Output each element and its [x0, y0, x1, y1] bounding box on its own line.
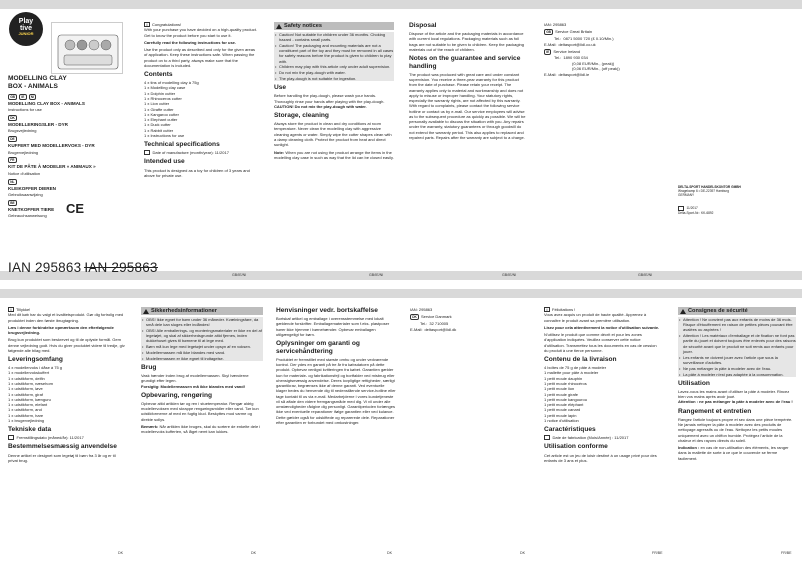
- dk-column-4: IAN: 295863 DK Service Danmark Tel.: 32 710005 E-Mail: deltasport@lidl.dk: [410, 307, 457, 332]
- fr-column-2: Consignes de sécurité • Attention ! Ne convient pas aux enfants de moins de 36 mois. Risque d'étouffement en raison de petites pièces pouvant être avalées ou aspirées ! • Attention ! Les matériaux d'emballage et de fixation ne font pas partie du jouet et doivent toujours être enlevés pour des raisons de sécurité avant que le produit ne soit remis aux enfants pour jouer. • Les enfants ne doivent jouer avec l'article que sous la surveillance d'adultes. • Ne pas mélanger la pâte à modeler avec de l'eau. • La pâte à modeler n'est pas adaptée à la consommation. Utilisation Lavez-vous les mains avant d'utiliser la pâte à modeler. Rincez bien vos mains après avoir joué. Attention : ne pas mélanger la pâte à modeler avec de l'eau ! Rangement et entretien Rangez l'article toujours propre et sec dans une pièce tempérée. Ne jamais nettoyer la pâte à modeler avec des produits de nettoyage agressifs ou de l'eau. Nettoyez les petits moules uniquement avec un chiffon humide. Protégez l'article de la chaleur et des rayons directs du soleil. Indication : en cas de non-utilisation des éléments, les ranger dans la mallette de sorte à ce que le couvercle se ferme facilement.: [678, 307, 796, 557]
- contents-heading: Contents: [144, 71, 173, 79]
- page-footer: GB/IE/NI: [638, 273, 653, 277]
- lang-badge: DK: [8, 115, 17, 121]
- cover-title: MODELLING CLAY BOX - ANIMALS: [8, 75, 67, 90]
- page-footer: GB/IE/NI: [502, 273, 517, 277]
- page-footer: DK: [118, 551, 123, 555]
- logo-text-2: tive: [19, 25, 33, 32]
- cover-panel: [7, 12, 125, 270]
- cover-lang-title: KUFFERT MED MODELLERVOKS - DYR: [8, 143, 95, 149]
- lang-badge: BE: [8, 200, 17, 206]
- gb-column-2: Safety notices • Caution! Not suitable for children under 36 months. Choking hazard - contains small parts. • Caution! The packaging and mounting materials are not a constituent part of the toy and they must be removed in all cases for safety reasons before the product is given to children to play with. • Children may play with this article only under adult supervision. • Do not mix the play-dough with water. • The play-dough is not suitable for ingestion. Use Before handling the play-dough, please wash your hands. Thoroughly rinse your hands after playing with the play-dough. CAUTION! Do not mix the play-dough with water. Storage, cleaning Always store the product in clean and dry conditions at room temperature. Never clean the modelling clay with aggressive cleaning agents or water. Simply wipe the cutter shapes clean with a damp cleaning cloth. Protect the product from heat and direct sunlight. Note: When you are not using the product arrange the items in the modelling clay case in such as way that the lid can be closed easily.: [274, 22, 394, 272]
- intended-heading: Intended use: [144, 158, 185, 166]
- gb-column-3: Disposal Dispose of the article and the packaging materials in accordance with current local regulations. Packaging materials such as foil bags are not suitable to be given to children. Keep the packaging materials out of the reach of children. Notes on the guarantee and service handling The product was produced with great care and under constant supervision. You receive a three-year warranty for this product from the date of purchase. Please retain your receipt. The warranty applies only to material and workmanship and does not apply to misuse or improper handling. Your statutory rights, especially the warranty rights, are not affected by this warranty. With regard to complaints, please contact the following service hotline or contact us by e-mail. Our service employees will advise as to the subsequent procedure as quickly as possible. We will be personally available to discuss the situation with you. Any repairs under the warranty, statutory guarantees or through goodwill do not extend the warranty period. This also applies to replaced and repaired parts. Repairs after the warranty are subject to a charge.: [409, 22, 526, 140]
- cover-lang-subtitle: Gebruiksaanwijzing: [8, 192, 43, 198]
- calendar-icon: [678, 206, 684, 211]
- ian-banner: [8, 259, 158, 277]
- congrats-row: i Congratulations!: [144, 22, 259, 27]
- lang-badge: IE: [544, 49, 551, 55]
- page-footer: GB/IE/NI: [369, 273, 384, 277]
- cover-lang-subtitle: Brugervejledning: [8, 149, 39, 155]
- lang-badge: DE: [8, 136, 17, 142]
- info-icon: i: [144, 22, 150, 27]
- lang-badge: NL: [8, 179, 17, 185]
- page-footer: DK: [387, 551, 392, 555]
- lang-badge: IE: [19, 94, 26, 100]
- page-footer: DK: [251, 551, 256, 555]
- cover-lang-title: KLEIKOFFER DIEREN: [8, 185, 56, 191]
- dk-column-1: i Tillykke! Med dit køb har du valgt et kvalitetsprodukt. Gør dig fortrolig med produktet inden den første ibrugtagning. Læs i denne forbindelse opmærksom den efterfølgende brugsvejledning. Brug kun produktet som beskrevet og til de oplyste formål. Gem denne vejledning godt. Hvis du giver produktet videre til tredje, giv følgende alle bilag med. Leveringsomfang 4 x modellervoks i dåse á 75 g 1 x modellervokskuffert 1 x udstikform, delfin 1 x udstikform, næsehorn 1 x udstikform, løve 1 x udstikform, giraf 1 x udstikform, kænguru 1 x udstikform, elefant 1 x udstikform, and 1 x udstikform, hare 1 x brugervejledning Tekniske data Fremstillingsdato (måned/år): 11/2017 Bestemmelsesmæssig anvendelse Denne artikel er designet som legetøj til børn fra 3 år og er til privat brug.: [8, 307, 125, 463]
- cover-lang-subtitle: Notice d'utilisation: [8, 170, 41, 176]
- cover-lang-title: KNETKOFFER TIERE: [8, 206, 55, 212]
- ian-label-2: IAN 295863: [84, 260, 158, 275]
- page-footer: DK: [520, 551, 525, 555]
- safety-box: • Caution! Not suitable for children under 36 months. Choking hazard - contains small parts. • Caution! The packaging and mounting materials are not a constituent part of the toy and they must be removed in all cases for safety reasons before the product is given to children to play with. • Children may play with this article only under adult supervision. • Do not mix the play-dough with water. • The play-dough is not suitable for ingestion.: [274, 32, 394, 81]
- fr-column-1: i Félicitations ! Vous avez acquis un produit de haute qualité. Apprenez à connaître le produit avant sa première utilisation. Lisez pour cela attentivement la notice d'utilisation suivante. N'utilisez le produit que comme décrit et pour les zones d'application indiquées. Veuillez conserver cette notice d'utilisation. Transmettez tous les documents en cas de cession du produit à une tierce personne. Contenu de la livraison 4 boîtes de 75 g de pâte à modeler 1 mallette pour pâte à modeler 1 petit moule dauphin 1 petit moule rhinocéros 1 petit moule lion 1 petit moule girafe 1 petit moule kangourou 1 petit moule éléphant 1 petit moule canard 1 petit moule lapin 1 notice d'utilisation Caractéristiques Date de fabrication (Mois/Année) : 11/2017 Utilisation conforme Cet article est un jeu de loisir destiné à un usage privé pour des enfants de 3 ans et plus.: [544, 307, 660, 463]
- tech-heading: Technical specifications: [144, 141, 220, 149]
- calendar-icon: [8, 435, 14, 440]
- ce-mark: CE: [65, 200, 84, 216]
- safety-title-bar: Safety notices: [274, 22, 394, 30]
- cover-lang-subtitle: Instructions for use: [8, 107, 42, 112]
- lang-badge: GB: [544, 29, 553, 35]
- lang-badge: DK: [410, 314, 419, 320]
- dk-column-2: Sikkerhedsinformationer • OBS! Ikke egnet for børn under 36 måneder. Kvælningsfare, da små dele kan sluges eller indåndes! • OBS! Alle emballerings- og monteringsmaterialer er ikke en del af legetøjet, og skal af sikkerhedsgrunde altid fjernes, inden dukkehuset gives til børnene til at lege med. • Børn må kun lege med legetøjet under opsyn af en voksen. • Modellermassen må ikke blandes med vand. • Modellermassen er ikke egnet til indtagelse. Brug Vask hænder inden brug af modellermassen. Skyl hænderne grundigt efter legen. Forsigtig: Modellermassen må ikke blandes med vand! Opbevaring, rengøring Opbevar altid artiklen tør og ren i stuetemperatur. Rengør aldrig modellervoksen med skrappe rengøringsmidler eller vand. Tør kun udstikformerne af med en fugtig klud. Beskyttes mod varme og direkte sollys. Bemærk: Når artiklen ikke bruges, skal du sortere de enkelte dele i modellervoks kufferten, så låget nemt kan lukkes.: [141, 307, 263, 557]
- page-footer: FR/BE: [652, 551, 663, 555]
- info-icon: i: [8, 307, 14, 312]
- cover-lang-title: MODELLING CLAY BOX - ANIMALS: [8, 100, 85, 106]
- logo-text-1: Play: [18, 18, 34, 25]
- calendar-icon: [144, 150, 150, 155]
- lang-badge: GB: [8, 94, 17, 100]
- warning-icon: [680, 309, 686, 314]
- cover-lang-subtitle: Brugsvejledning: [8, 128, 37, 134]
- middle-strip-bottom: [0, 289, 802, 298]
- page-footer: FR/BE: [781, 551, 792, 555]
- cover-lang-subtitle: Gebrauchsanweisung: [8, 213, 47, 219]
- cover-lang-title: KIT DE PÂTE À MODELER « ANIMAUX »: [8, 164, 96, 170]
- lang-badge: NI: [29, 94, 37, 100]
- lang-badge: FR: [8, 157, 17, 163]
- clay-box-illustration: [52, 23, 124, 75]
- cover-lang-title: MODELLERINGSLER - DYR: [8, 121, 68, 127]
- dk-column-3: Henvisninger vedr. bortskaffelse Bortskaf artikel og emballage i overensstemmelse med lokalt gældende forskrifter. Emballagematerialer som f.eks. plastposer hører ikke hjemme i børnehænder. Opbevar emballagen utilgængeligt for børn. Oplysninger om garanti og servicehåndtering Produktet er fremstillet med største omhu og under vedvarende kontrol. Der ydes en garanti på tre år fra købsdatoen på dette produkt. Opbevar venligst kvitteringen fra købet. Garantien gælder kun for materiale- og fabrikationsfejl og bortfalder ved misbrug eller uhensigtsmæssig anvendelse. Deres lovpligtige rettigheder, særligt garantikrav, begrænses ikke af denne garanti. Ved eventuelle klager bedes du henvende dig til nedenstående service-hotline eller tage kontakt til os via e-mail. Medarbejderne i vores kundetjeneste vil så aftale den videre fremgangsmåde med dig. Vi vil under alle omstændigheder rådgive dig personligt. Garantiperioden forlænges ikke ved eventuelle reparationer ifølge garantien eller ved kulance. Dette gælder også for udskiftede og reparerede dele. Reparationer efter garantien er forbundet med omkostninger.: [276, 307, 396, 425]
- cover-lang-row: [8, 94, 124, 100]
- warning-icon: [143, 309, 149, 314]
- logo-text-3: JUNIOR: [18, 31, 34, 36]
- calendar-icon: [544, 435, 550, 440]
- top-strip: [0, 0, 802, 9]
- ian-label: IAN 295863: [8, 260, 82, 275]
- page-footer: GB/IE/NI: [232, 273, 247, 277]
- gb-column-1: i Congratulations! With your purchase you have decided on a high-quality product. Get to know the product before you start to use it. Carefully read the following instructions for use. Use the product only as described and only for the given areas of application. Keep these instructions safe. When passing the product on to a third party, always make sure that the documentation is included. Contents 4 x tins of modelling clay à 75g 1 x Modelling clay case 1 x Dolphin cutter 1 x Rhinoceros cutter 1 x Lion cutter 1 x Giraffe cutter 1 x Kangaroo cutter 1 x Elephant cutter 1 x Duck cutter 1 x Rabbit cutter 1 x Instructions for use Technical specifications Date of manufacture (month/year): 11/2017 Intended use This product is designed as a toy for children of 3 years and above for private use.: [144, 22, 259, 272]
- warning-icon: [276, 24, 282, 29]
- gb-column-4: IAN: 295863 GB Service Great Britain Tel.: 0871 5000 720 (£ 0.10/Min.) E-Mail: deltasport@lidl.co.uk IE Service Ireland Tel.: 1890 930 034 (0,08 EUR/Min., (peak)) (0,06 EUR/Min., (off peak)) E-Mail: deltasport@lidl.ie: [544, 22, 620, 77]
- playtive-logo: [9, 12, 43, 46]
- info-icon: i: [544, 307, 550, 312]
- product-image: [51, 22, 123, 74]
- company-block: DELTA-SPORT HANDELSKONTOR GMBH Wragekamp 6 • DE-22397 Hamburg GERMANY 11/2017 Delta-Sport-Nr.: KK-6892: [678, 185, 741, 215]
